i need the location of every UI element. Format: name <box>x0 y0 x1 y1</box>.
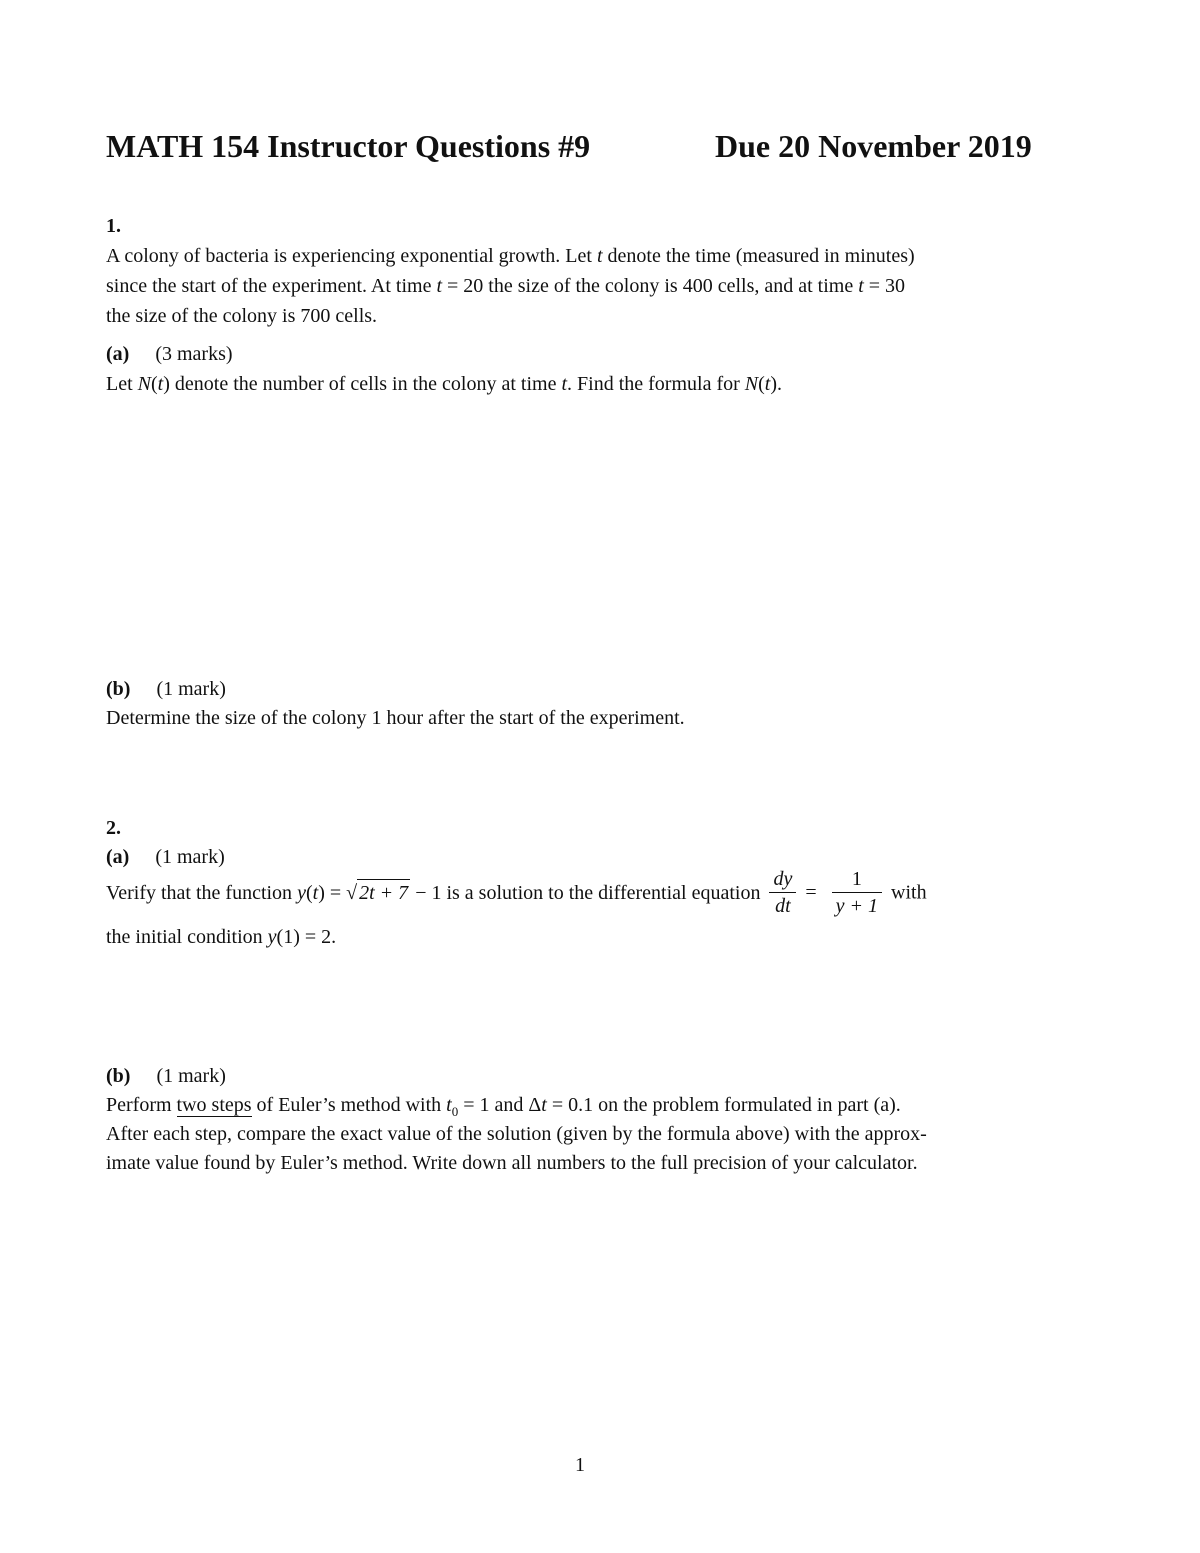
q1a-text: Let N(t) denote the number of cells in the colony at time t. Find the formula for N(t). <box>106 373 783 395</box>
question-1-number: 1. <box>106 215 121 237</box>
q1-intro-line-3: the size of the colony is 700 cells. <box>106 305 378 327</box>
q2a-label: (a) <box>106 846 130 868</box>
q2b-heading <box>106 1064 226 1088</box>
q2b-text-line-2: After each step, compare the exact value of the solution (given by the formula above) with the approx- <box>106 1123 927 1145</box>
q1b-label: (b) <box>106 678 131 700</box>
due-date: Due 20 November 2019 <box>715 128 1032 164</box>
sqrt-expression: 2t + 7 <box>357 879 410 906</box>
q2a-text-line-1: Verify that the function y(t) = √ 2t + 7 − 1 is a solution to the differential equation $\frac{dy}{dt}$ = $\frac{1}{y + 1}$ with <box>106 868 927 917</box>
rhs-fraction: $\frac{1}{y + 1}$ <box>832 866 882 919</box>
q2a-text-line-2: the initial condition y(1) = 2. <box>106 926 337 948</box>
q1b-text: Determine the size of the colony 1 hour after the start of the experiment. <box>106 707 685 729</box>
q2b-text-line-1: Perform two steps of Euler’s method with $t_0 = 1$ and Δt = 0.1 on the problem formulated in part (a). <box>106 1094 901 1119</box>
q1-intro-line-2: since the start of the experiment. At time t = 20 the size of the colony is 400 cells, and at time t = 30 <box>106 275 906 297</box>
q2b-label: (b) <box>106 1065 131 1087</box>
q2a-marks: (1 mark) <box>155 846 225 868</box>
page-title: MATH 154 Instructor Questions #9 <box>106 128 591 164</box>
q2b-text-line-3: imate value found by Euler’s method. Write down all numbers to the full precision of your calculator. <box>106 1152 918 1174</box>
q2b-marks: (1 mark) <box>156 1065 226 1087</box>
question-2-number: 2. <box>106 817 121 839</box>
q1a-label: (a) <box>106 343 130 365</box>
q1b-marks: (1 mark) <box>156 678 226 700</box>
derivative-fraction: $\frac{dy}{dt}$ <box>769 866 796 919</box>
q1a-marks: (3 marks) <box>155 343 233 365</box>
page-number: 1 <box>575 1454 585 1476</box>
underlined-two-steps: two steps <box>176 1094 252 1116</box>
q1a-heading <box>106 342 233 366</box>
q1b-heading <box>106 677 226 701</box>
q1-intro-line-1: A colony of bacteria is experiencing exponential growth. Let t denote the time (measured in minutes) <box>106 245 915 267</box>
